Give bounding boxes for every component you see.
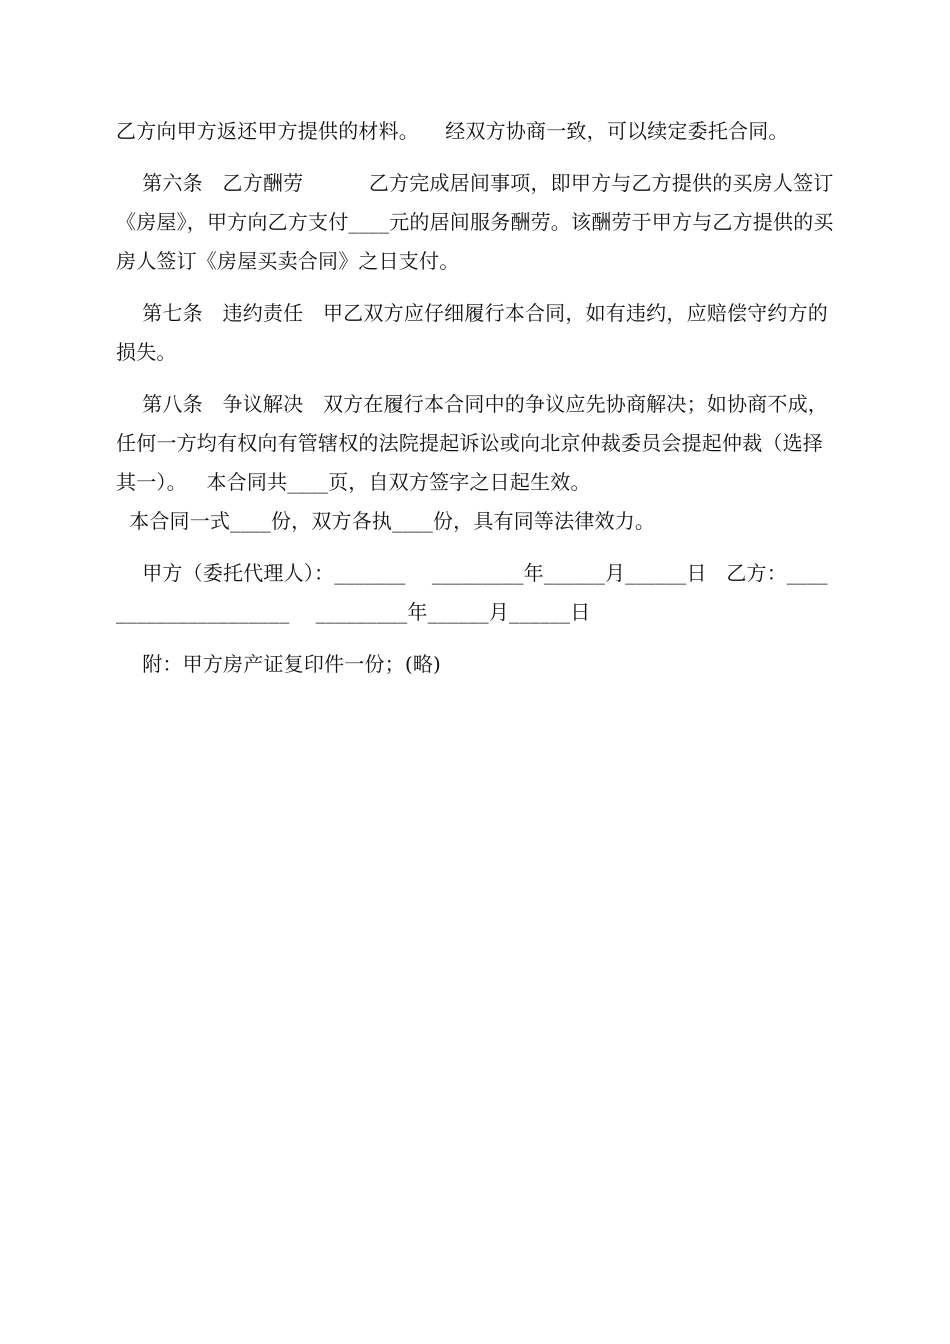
paragraph-attachment: 附：甲方房产证复印件一份；(略) [116, 652, 442, 676]
paragraph-article-seven-liability: 第七条 违约责任 甲乙双方应仔细履行本合同，如有违约，应赔偿守约方的损失。 [116, 301, 828, 364]
document-body [116, 112, 836, 684]
paragraph-article-six-remuneration: 第六条 乙方酬劳 乙方完成居间事项，即甲方与乙方提供的买房人签订《房屋》，甲方向乙方支付____元的居间服务酬劳。该酬劳于甲方与乙方提供的买房人签订《房屋买卖合同》之日支付。 [116, 171, 834, 273]
paragraph-copies: 本合同一式____份，双方各执____份，具有同等法律效力。 [116, 509, 656, 533]
paragraph-signatures: 甲方（委托代理人）：_______ _________年______月______日 乙方：_____________________ _________年______月______日 [116, 561, 828, 624]
paragraph-article-eight-dispute: 第八条 争议解决 双方在履行本合同中的争议应先协商解决；如协商不成，任何一方均有权向有管辖权的法院提起诉讼或向北京仲裁委员会提起仲裁（选择其一）。 本合同共____页，自双方签字之日起生效。 [116, 392, 828, 494]
paragraph-return-materials: 乙方向甲方返还甲方提供的材料。 经双方协商一致，可以续定委托合同。 [116, 119, 789, 143]
